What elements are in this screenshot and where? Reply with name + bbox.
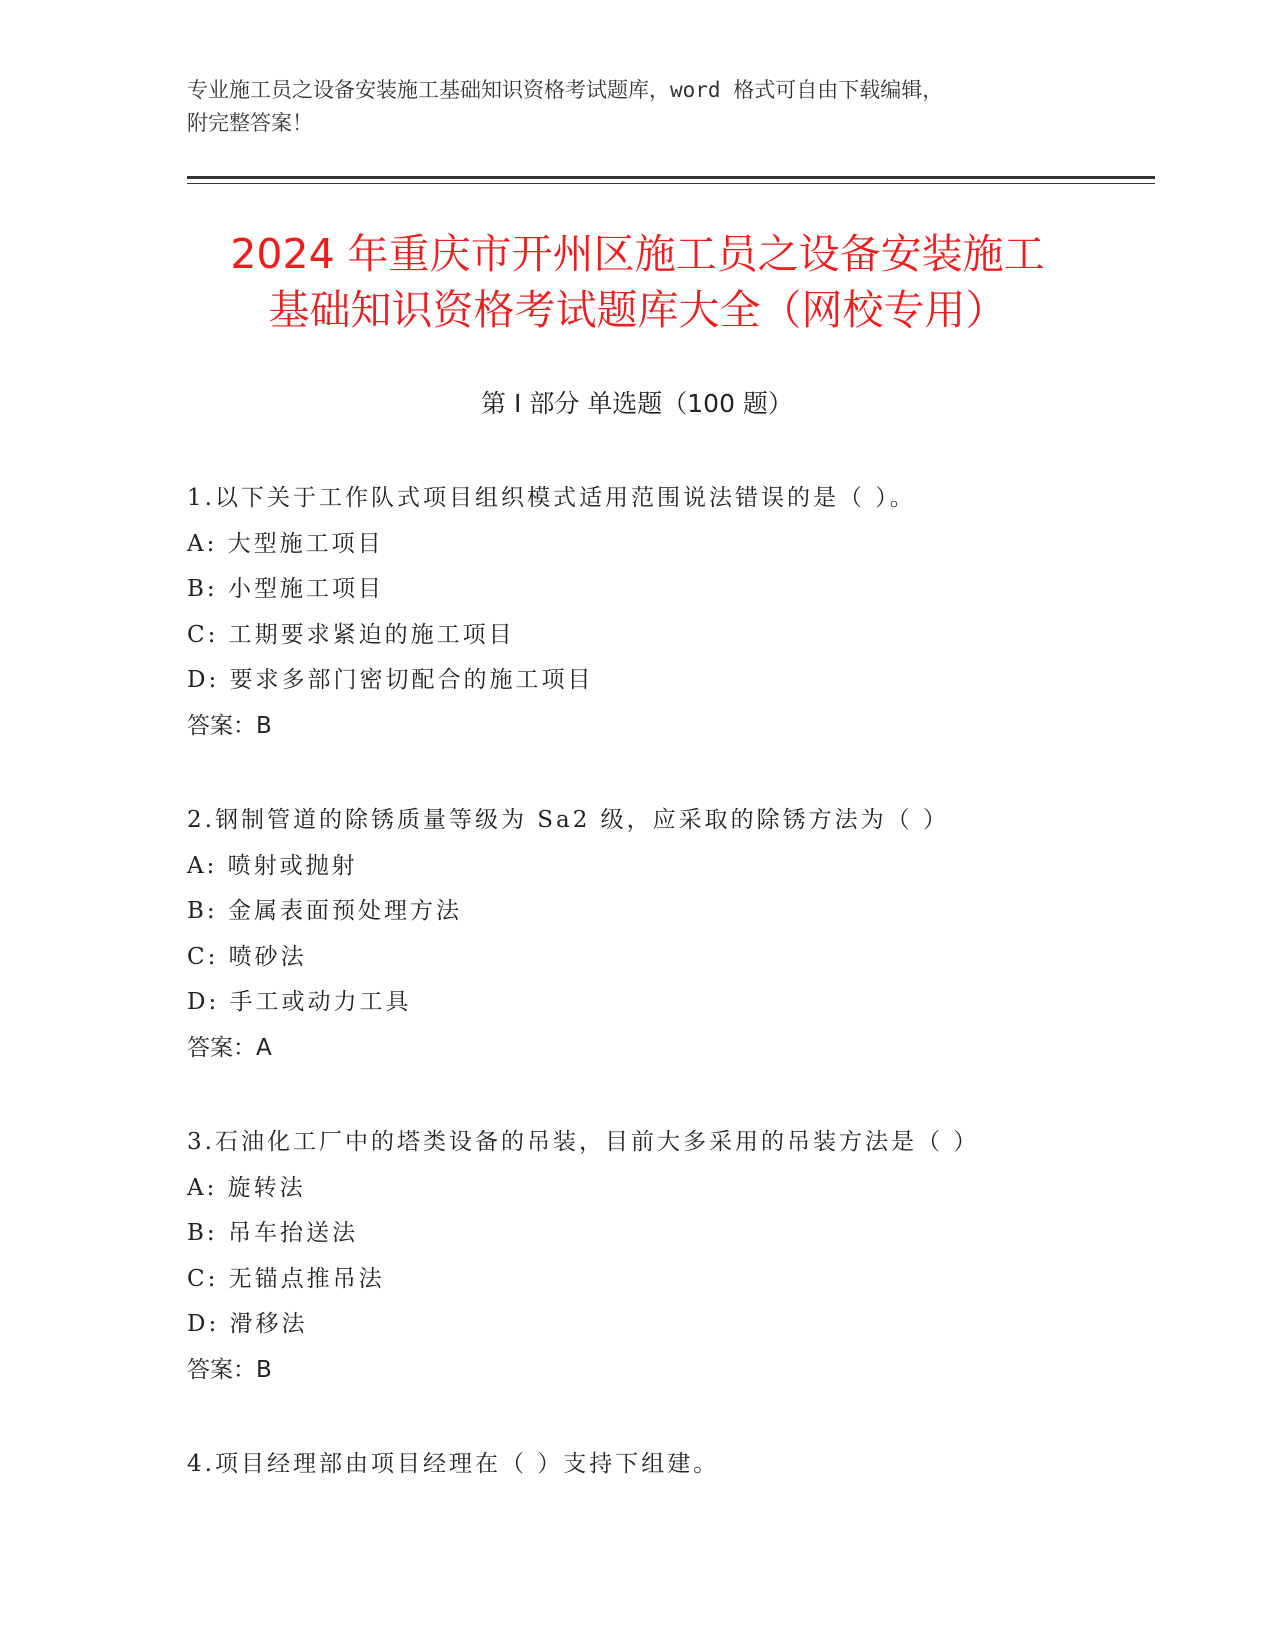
document-title	[130, 226, 1145, 338]
option-b: B: 金属表面预处理方法	[187, 898, 462, 924]
question-3	[187, 1120, 1137, 1393]
option-c: C: 无锚点推吊法	[187, 1265, 385, 1292]
document-title-line-1: 2024 年重庆市开州区施工员之设备安装施工	[230, 230, 1045, 278]
option-d: D: 要求多部门密切配合的施工项目	[187, 667, 594, 693]
question-1	[187, 476, 1137, 749]
answer-line: 答案：A	[187, 1034, 272, 1061]
option-a: A: 旋转法	[187, 1174, 306, 1201]
section-heading: 第 I 部分 单选题（100 题）	[481, 389, 793, 418]
question-4	[187, 1442, 1137, 1488]
header-note-line-2: 附完整答案！	[187, 111, 313, 135]
question-list	[187, 476, 1137, 1537]
option-c: C: 工期要求紧迫的施工项目	[187, 621, 515, 648]
header-divider-thick	[187, 176, 1155, 179]
question-stem: 4.项目经理部由项目经理在（ ）支持下组建。	[187, 1451, 720, 1477]
document-title-line-2: 基础知识资格考试题库大全（网校专用）	[268, 286, 1007, 334]
option-c: C: 喷砂法	[187, 943, 307, 970]
header-note	[187, 74, 1087, 140]
answer-line: 答案：B	[187, 1356, 272, 1383]
option-a: A: 喷射或抛射	[187, 852, 358, 879]
option-b: B: 吊车抬送法	[187, 1220, 358, 1246]
option-a: A: 大型施工项目	[187, 530, 384, 557]
question-2	[187, 798, 1137, 1071]
header-note-line-1: 专业施工员之设备安装施工基础知识资格考试题库，word 格式可自由下载编辑，	[187, 78, 944, 102]
header-divider-thin	[187, 183, 1155, 184]
option-b: B: 小型施工项目	[187, 576, 384, 602]
question-stem: 2.钢制管道的除锈质量等级为 Sa2 级，应采取的除锈方法为（ ）	[187, 807, 949, 833]
question-stem: 1.以下关于工作队式项目组织模式适用范围说法错误的是（ ）。	[187, 485, 916, 511]
option-d: D: 手工或动力工具	[187, 989, 412, 1015]
option-d: D: 滑移法	[187, 1311, 308, 1337]
answer-line: 答案：B	[187, 712, 272, 739]
question-stem: 3.石油化工厂中的塔类设备的吊装，目前大多采用的吊装方法是（ ）	[187, 1129, 980, 1155]
